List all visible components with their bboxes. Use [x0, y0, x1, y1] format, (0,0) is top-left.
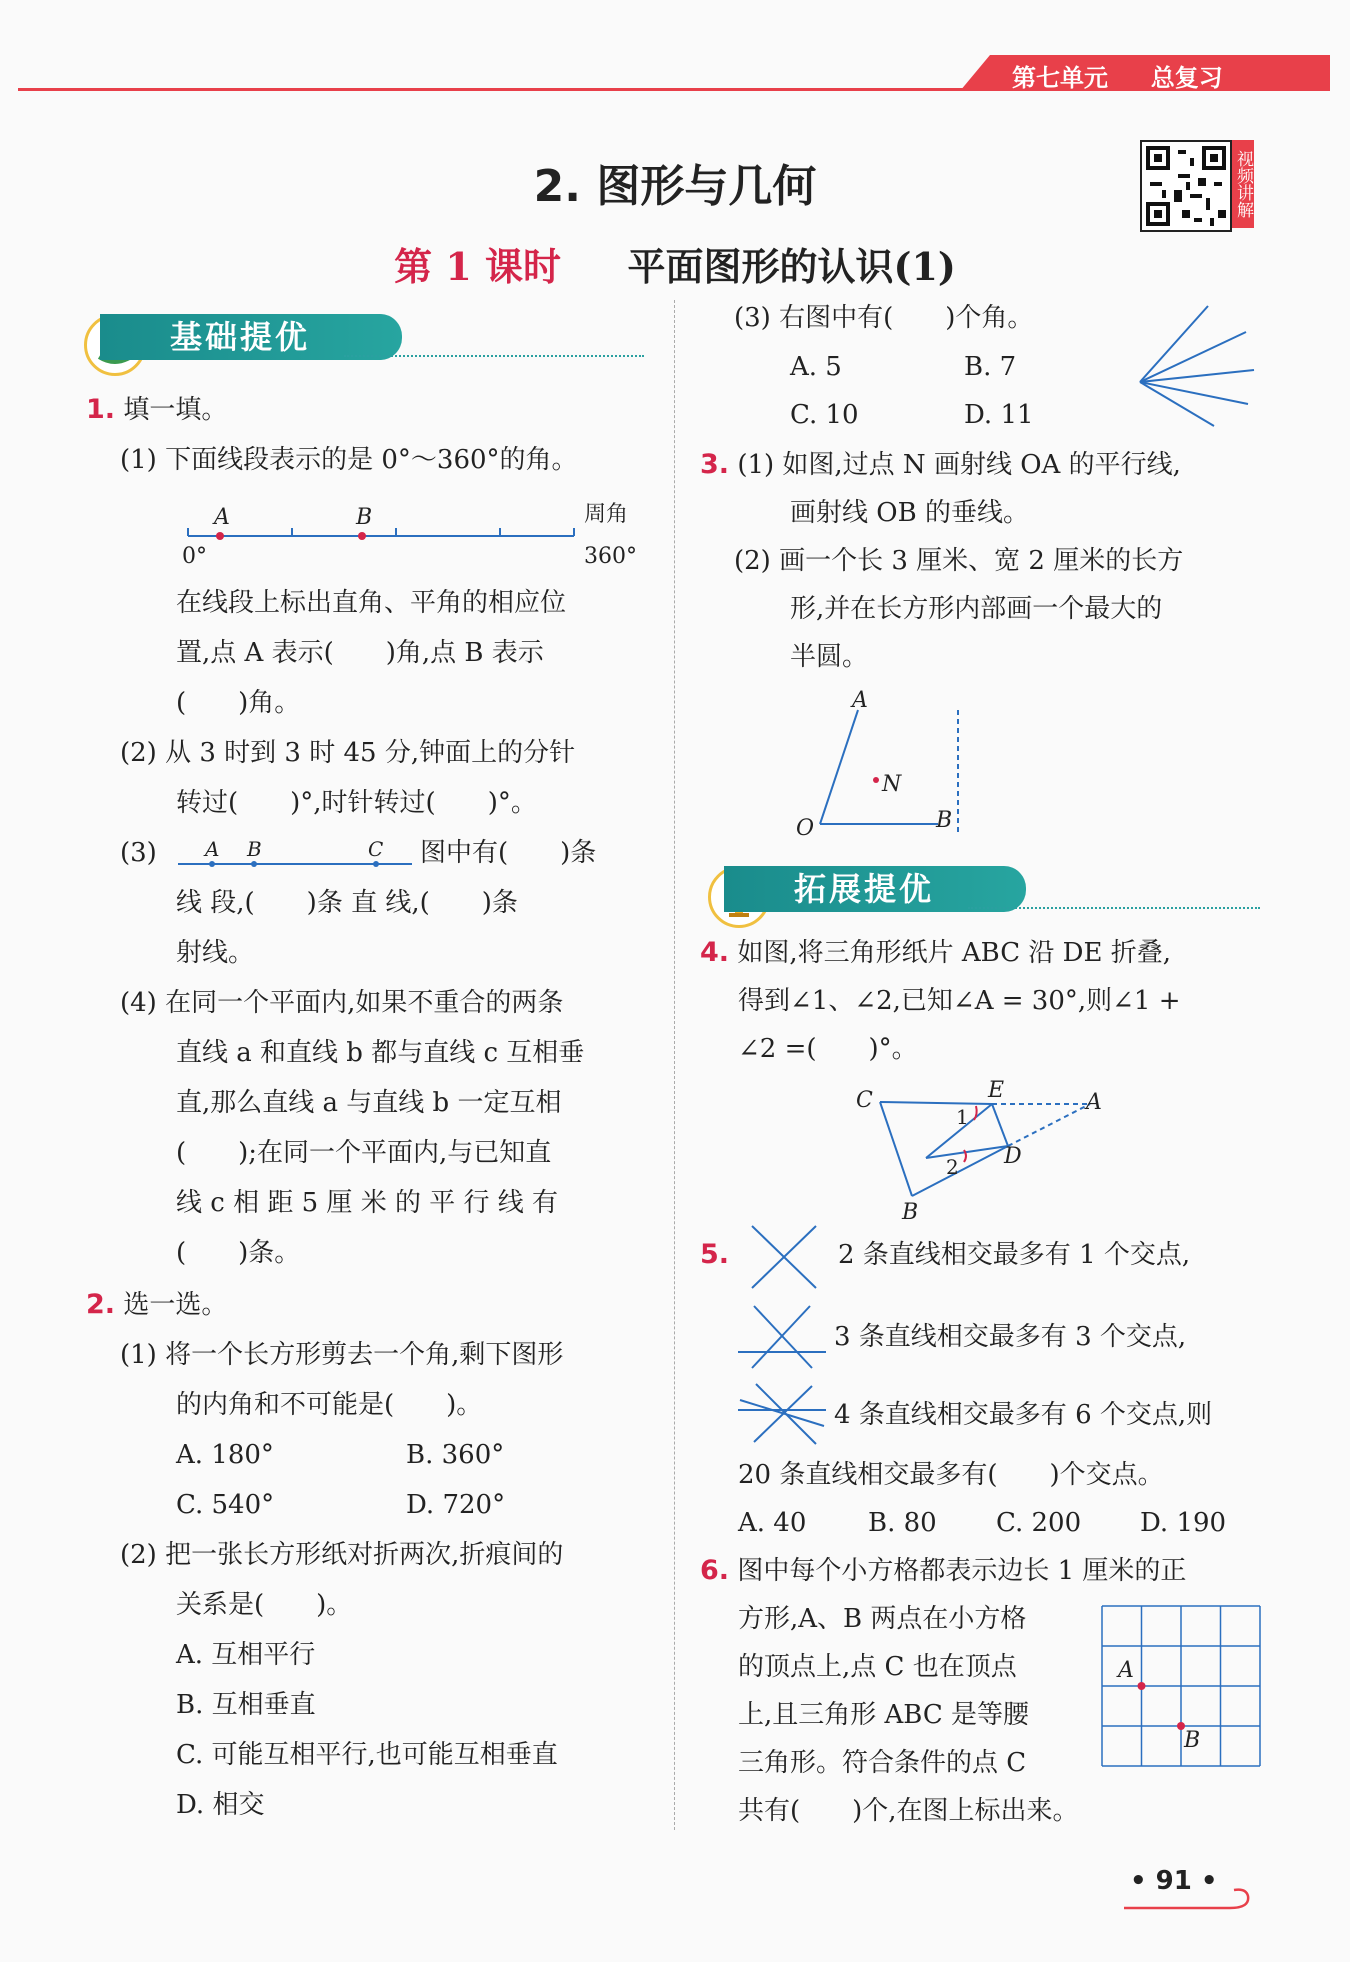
q4-line1-text: 如图,将三角形纸片 ABC 沿 DE 折叠,	[737, 938, 1171, 968]
fig3-label-A: A	[852, 688, 868, 713]
q6-line1	[700, 1556, 1186, 1586]
lesson-name: 平面图形的认识(1)	[627, 244, 956, 289]
q1-s2-line1: (2) 从 3 时到 3 时 45 分,钟面上的分针	[120, 738, 576, 768]
fig4-label-D: D	[1004, 1144, 1022, 1169]
q1-s3-line1: 图中有( )条	[420, 838, 597, 868]
q5-number: 5.	[700, 1239, 730, 1270]
page-number: • 91 •	[1130, 1866, 1218, 1896]
lesson-number: 第 1 课时	[394, 244, 562, 289]
q5-line4: 20 条直线相交最多有( )个交点。	[738, 1460, 1164, 1490]
q3-line5: 半圆。	[790, 642, 869, 672]
q4-line1	[700, 938, 1171, 968]
folded-triangle-figure	[860, 1082, 1100, 1212]
q2-s2-option-d[interactable]: D. 相交	[176, 1790, 265, 1820]
q5-option-d[interactable]: D. 190	[1140, 1508, 1227, 1538]
extend-section-title: 拓展提优	[724, 866, 1026, 912]
seg-label-A: A	[205, 837, 220, 861]
grid-point-A	[1138, 1682, 1146, 1690]
q6-line5: 三角形。符合条件的点 C	[738, 1748, 1027, 1778]
seg-label-C: C	[368, 837, 384, 861]
q2-s2-line1: (2) 把一张长方形纸对折两次,折痕间的	[120, 1540, 564, 1570]
q2-s3-option-d[interactable]: D. 11	[964, 400, 1034, 430]
q1-s4-line2: 直线 a 和直线 b 都与直线 c 互相垂	[176, 1038, 585, 1068]
fig4-label-1: 1	[956, 1105, 969, 1129]
q1-s2-line2: 转过( )°,时针转过( )°。	[176, 788, 537, 818]
q2-s1-option-a[interactable]: A. 180°	[176, 1440, 274, 1470]
point-A	[216, 532, 224, 540]
two-lines-figure	[742, 1222, 828, 1292]
q4-line3: ∠2 =( )°。	[738, 1034, 918, 1064]
q3-line3: (2) 画一个长 3 厘米、宽 2 厘米的长方	[734, 546, 1184, 576]
q1-s1-line4: ( )角。	[176, 688, 301, 718]
q5-line3: 4 条直线相交最多有 6 个交点,则	[834, 1400, 1213, 1430]
fig3-label-N: N	[882, 772, 902, 797]
lesson-heading	[0, 236, 1350, 291]
q1-s4-line3: 直,那么直线 a 与直线 b 一定互相	[176, 1088, 562, 1118]
q2-s3-option-a[interactable]: A. 5	[790, 352, 842, 382]
column-divider	[674, 300, 675, 1830]
point-B	[358, 532, 366, 540]
q1-s3-line3: 射线。	[176, 938, 255, 968]
axis-label-B: B	[356, 505, 373, 530]
q1-s3-prefix: (3)	[120, 838, 157, 868]
q1-s1-line3: 置,点 A 表示( )角,点 B 表示	[176, 638, 544, 668]
q1-title: 填一填。	[123, 395, 228, 425]
q2-s2-line2: 关系是( )。	[176, 1590, 353, 1620]
fig4-label-B: B	[902, 1200, 919, 1225]
q5-option-a[interactable]: A. 40	[738, 1508, 807, 1538]
review-text: 总复习	[1150, 64, 1223, 92]
q6-line4: 上,且三角形 ABC 是等腰	[738, 1700, 1030, 1730]
basic-section-rule	[344, 355, 644, 357]
angle-number-line	[180, 500, 640, 580]
qr-side-label: 视频讲解	[1232, 140, 1254, 228]
q1-s1-line1: (1) 下面线段表示的是 0°～360°的角。	[120, 445, 578, 475]
q5-option-b[interactable]: B. 80	[868, 1508, 937, 1538]
fig4-label-C: C	[856, 1088, 873, 1113]
header-unit-label	[1012, 58, 1223, 93]
unit-text: 第七单元	[1012, 64, 1108, 92]
q3-line1	[700, 450, 1181, 480]
q1-s4-line1: (4) 在同一个平面内,如果不重合的两条	[120, 988, 564, 1018]
q6-line1-text: 图中每个小方格都表示边长 1 厘米的正	[737, 1556, 1187, 1586]
q5-option-c[interactable]: C. 200	[996, 1508, 1082, 1538]
q5-line2: 3 条直线相交最多有 3 个交点,	[834, 1322, 1187, 1352]
q4-number: 4.	[700, 937, 730, 968]
q1-heading	[86, 395, 227, 425]
q3-number: 3.	[700, 449, 730, 480]
q1-number: 1.	[86, 394, 116, 425]
q6-line6: 共有( )个,在图上标出来。	[738, 1796, 1079, 1826]
fig4-label-A: A	[1086, 1090, 1102, 1115]
four-lines-figure	[736, 1380, 828, 1450]
seg-label-B: B	[247, 837, 262, 861]
q3-line4: 形,并在长方形内部画一个最大的	[790, 594, 1163, 624]
fig4-label-E: E	[988, 1078, 1005, 1103]
q2-s1-line1: (1) 将一个长方形剪去一个角,剩下图形	[120, 1340, 564, 1370]
q2-title: 选一选。	[123, 1290, 228, 1320]
q2-number: 2.	[86, 1289, 116, 1320]
axis-label-A: A	[214, 505, 230, 530]
fig4-label-2: 2	[946, 1155, 959, 1179]
grid-label-B: B	[1184, 1728, 1201, 1753]
page-number-swoosh-icon	[1120, 1884, 1260, 1912]
q2-s2-option-b[interactable]: B. 互相垂直	[176, 1690, 316, 1720]
q2-heading	[86, 1290, 227, 1320]
q2-s1-option-c[interactable]: C. 540°	[176, 1490, 275, 1520]
basic-section-title: 基础提优	[100, 314, 402, 360]
q2-s3-line1: (3) 右图中有( )个角。	[734, 303, 1034, 333]
q5-number-wrap	[700, 1240, 729, 1270]
axis-label-0: 0°	[182, 544, 207, 569]
q1-s1-line2: 在线段上标出直角、平角的相应位	[176, 588, 567, 618]
q6-number: 6.	[700, 1555, 730, 1586]
page-title: 2. 图形与几何	[533, 161, 817, 212]
q2-s2-option-c[interactable]: C. 可能互相平行,也可能互相垂直	[176, 1740, 558, 1770]
q3-line2: 画射线 OB 的垂线。	[790, 498, 1029, 528]
angle-rays-figure	[1130, 300, 1260, 430]
q6-line2: 方形,A、B 两点在小方格	[738, 1604, 1027, 1634]
fig3-label-O: O	[796, 816, 815, 841]
q2-s1-option-d[interactable]: D. 720°	[406, 1490, 506, 1520]
q1-s4-line4: ( );在同一个平面内,与已知直	[176, 1138, 552, 1168]
q1-s4-line5: 线 c 相 距 5 厘 米 的 平 行 线 有	[176, 1188, 559, 1218]
q2-s2-option-a[interactable]: A. 互相平行	[176, 1640, 316, 1670]
axis-label-360: 360°	[584, 544, 637, 569]
q6-line3: 的顶点上,点 C 也在顶点	[738, 1652, 1017, 1682]
q1-s3-line2: 线 段,( )条 直 线,( )条	[176, 888, 518, 918]
grid-label-A: A	[1118, 1658, 1134, 1683]
q2-s1-line2: 的内角和不可能是( )。	[176, 1390, 483, 1420]
q1-s4-line6: ( )条。	[176, 1238, 301, 1268]
fig3-label-B: B	[936, 808, 953, 833]
three-lines-figure	[736, 1302, 828, 1374]
q2-s1-option-b[interactable]: B. 360°	[406, 1440, 505, 1470]
q2-s3-option-b[interactable]: B. 7	[964, 352, 1017, 382]
extend-section-rule	[968, 907, 1260, 909]
q5-line1: 2 条直线相交最多有 1 个交点,	[838, 1240, 1191, 1270]
q3-line1-text: (1) 如图,过点 N 画射线 OA 的平行线,	[737, 450, 1181, 480]
q4-line2: 得到∠1、∠2,已知∠A = 30°,则∠1 +	[738, 986, 1181, 1016]
square-grid-figure[interactable]	[1100, 1604, 1262, 1768]
q2-s3-option-c[interactable]: C. 10	[790, 400, 859, 430]
axis-label-full-angle: 周角	[584, 502, 629, 527]
